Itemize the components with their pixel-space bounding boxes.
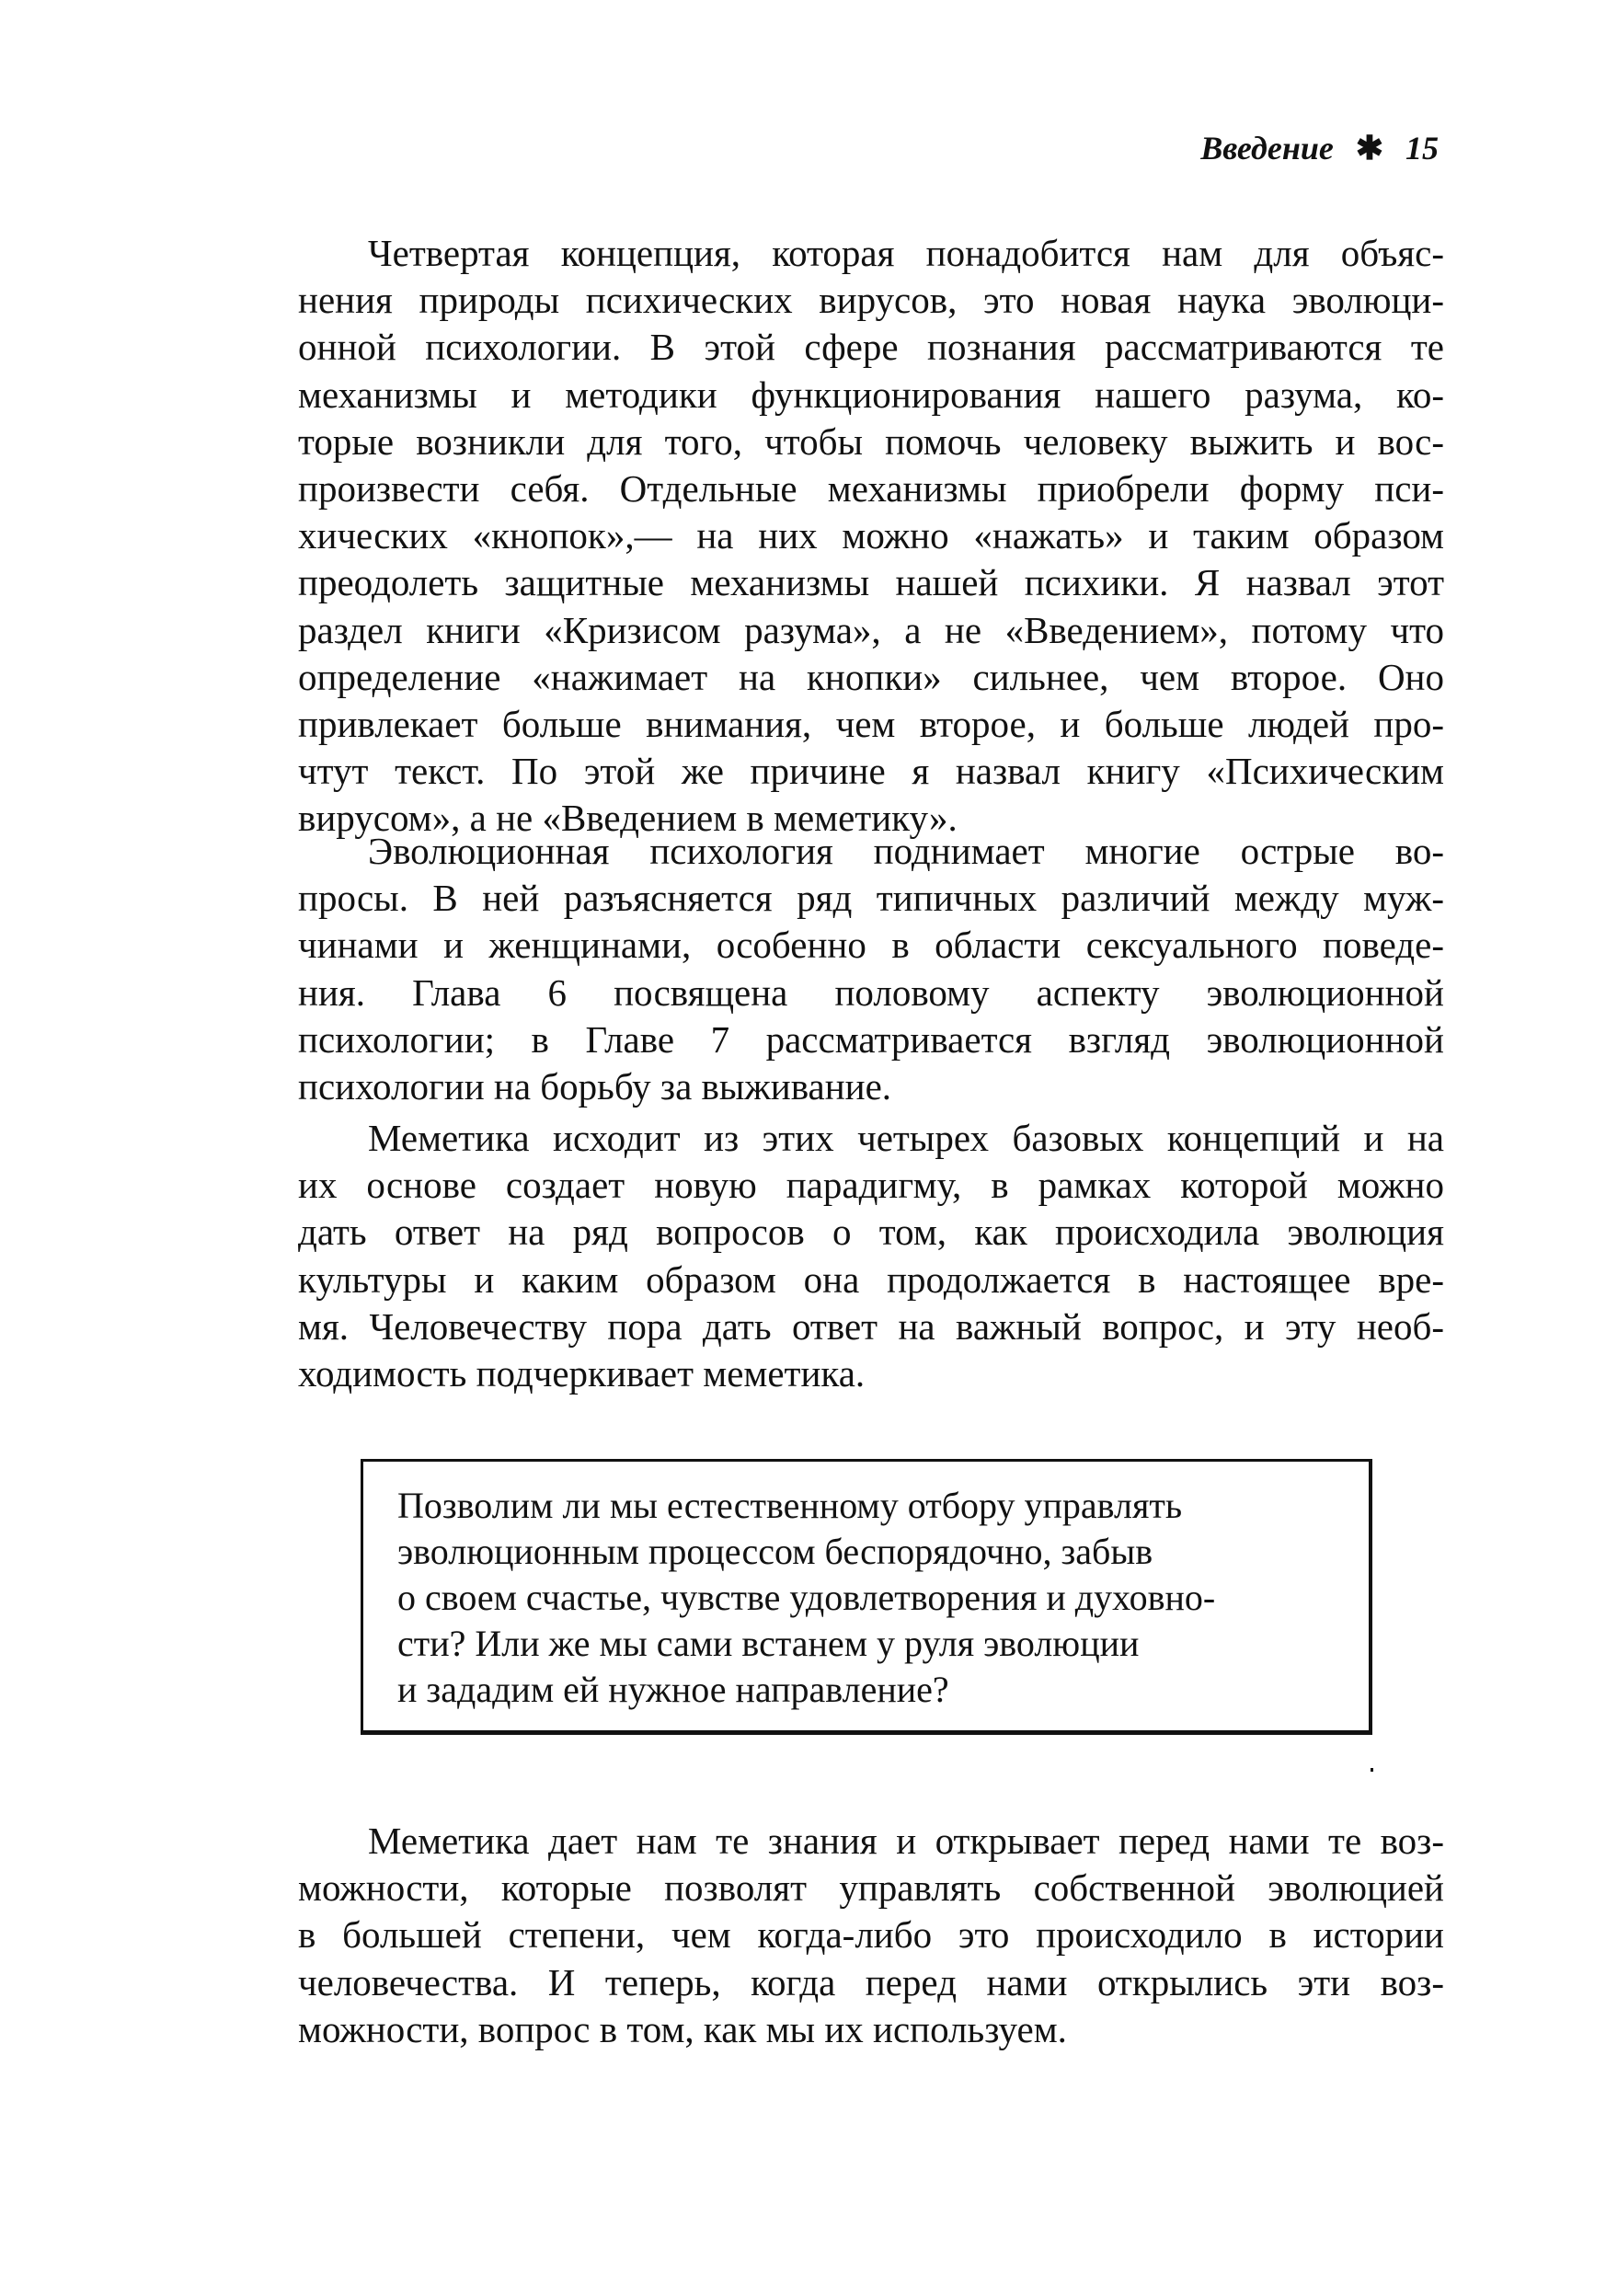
paragraph-1	[298, 230, 1444, 843]
text-line: культуры и каким образом она продолжается в настоящее вре-	[298, 1257, 1444, 1301]
text-line: можности, вопрос в том, как мы их используем.	[298, 2007, 1067, 2050]
text-line: психологии; в Главе 7 рассматривается взгляд эволюционной	[298, 1017, 1444, 1061]
text-line: онной психологии. В этой сфере познания рассматриваются те	[298, 326, 1444, 369]
text-line: просы. В ней разъясняется ряд типичных различий между муж-	[298, 877, 1444, 920]
paragraph-3	[298, 1115, 1444, 1397]
text-line: Четвертая концепция, которая понадобится нам для объяс-	[368, 232, 1444, 274]
callout-line: и зададим ей нужное направление?	[397, 1669, 949, 1710]
print-speck	[1371, 1768, 1373, 1772]
text-line: Меметика исходит из этих четырех базовых концепций и на	[368, 1117, 1444, 1159]
text-line: психологии на борьбу за выживание.	[298, 1065, 892, 1108]
text-line: определение «нажимает на кнопки» сильнее, чем второе. Оно	[298, 655, 1444, 698]
running-head	[1200, 129, 1439, 167]
text-line: человечества. И теперь, когда перед нами открылись эти воз-	[298, 1960, 1444, 2003]
paragraph-2	[298, 828, 1444, 1110]
text-line: чтут текст. По этой же причине я назвал книгу «Психическим	[298, 750, 1444, 793]
text-line: нения природы психических вирусов, это новая наука эволюци-	[298, 279, 1444, 322]
paragraph-4	[298, 1818, 1444, 2053]
text-line: произвести себя. Отдельные механизмы приобрели форму пси-	[298, 467, 1444, 511]
text-line: преодолеть защитные механизмы нашей психики. Я назвал этот	[298, 561, 1444, 604]
callout-line: Позволим ли мы естественному отбору управлять	[397, 1485, 1183, 1526]
text-line: чинами и женщинами, особенно в области сексуального поведе-	[298, 924, 1444, 967]
text-line: вирусом», а не «Введением в меметику».	[298, 797, 958, 840]
text-line: раздел книги «Кризисом разума», а не «Введением», потому что	[298, 608, 1444, 651]
text-line: мя. Человечеству пора дать ответ на важный вопрос, и эту необ-	[298, 1304, 1444, 1348]
section-title: Введение	[1200, 130, 1334, 166]
asterisk-separator-icon: ✱	[1355, 130, 1383, 166]
text-line: привлекает больше внимания, чем второе, и больше людей про-	[298, 703, 1444, 746]
text-line: дать ответ на ряд вопросов о том, как происходила эволюция	[298, 1211, 1444, 1254]
callout-text	[397, 1483, 1215, 1713]
text-line: можности, которые позволят управлять собственной эволюцией	[298, 1866, 1444, 1910]
text-line: торые возникли для того, чтобы помочь человеку выжить и вос-	[298, 419, 1444, 463]
text-line: Меметика дает нам те знания и открывает перед нами те воз-	[368, 1820, 1444, 1862]
callout-line: эволюционным процессом беспорядочно, забыв	[397, 1531, 1153, 1572]
text-line: ния. Глава 6 посвящена половому аспекту эволюционной	[298, 970, 1444, 1014]
text-line: ходимость подчеркивает меметика.	[298, 1352, 866, 1395]
text-line: их основе создает новую парадигму, в рамках которой можно	[298, 1164, 1444, 1207]
callout-line: сти? Или же мы сами встанем у руля эволюции	[397, 1623, 1140, 1664]
page-number: 15	[1405, 130, 1439, 166]
text-line: хических «кнопок»,— на них можно «нажать» и таким образом	[298, 514, 1444, 557]
text-line: в большей степени, чем когда-либо это происходило в истории	[298, 1913, 1444, 1957]
callout-line: о своем счастье, чувстве удовлетворения и духовно-	[397, 1577, 1216, 1618]
text-line: механизмы и методики функционирования нашего разума, ко-	[298, 373, 1444, 416]
text-line: Эволюционная психология поднимает многие острые во-	[368, 830, 1444, 872]
